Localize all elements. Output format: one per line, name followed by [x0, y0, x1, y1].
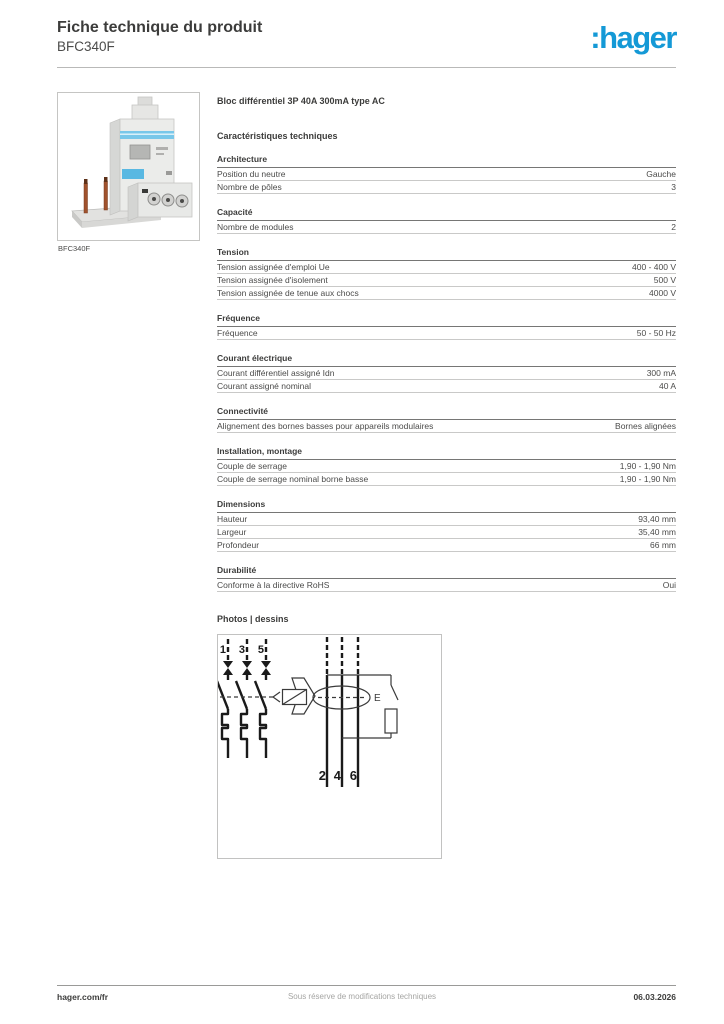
row-label: Nombre de modules [217, 222, 294, 232]
wiring-diagram [218, 635, 441, 858]
row-label: Profondeur [217, 540, 260, 550]
product-photo-caption: BFC340F [58, 244, 91, 253]
characteristics-section [217, 406, 676, 433]
product-reference: BFC340F [57, 39, 115, 54]
table-row [217, 420, 676, 433]
product-name: Bloc différentiel 3P 40A 300mA type AC [217, 96, 385, 106]
row-value: 1,90 - 1,90 Nm [619, 461, 676, 471]
table-row [217, 168, 676, 181]
characteristics-section [217, 446, 676, 486]
table-row [217, 473, 676, 486]
pole-label-5: 5 [257, 644, 264, 656]
plugin-terminal-symbols [223, 661, 271, 675]
row-value: 66 mm [650, 540, 676, 550]
footer-website-link[interactable]: hager.com/fr [57, 992, 109, 1002]
product-photo [58, 93, 199, 240]
row-value: Bornes alignées [615, 421, 676, 431]
characteristics-section [217, 499, 676, 552]
row-value: 300 mA [646, 368, 676, 378]
row-value: 400 - 400 V [632, 262, 676, 272]
row-label: Tension assignée d'emploi Ue [217, 262, 330, 272]
section-rows [217, 261, 676, 300]
section-rows [217, 513, 676, 552]
row-label: Couple de serrage [217, 461, 287, 471]
section-title: Dimensions [217, 499, 676, 513]
row-label: Alignement des bornes basses pour appareils modulaires [217, 421, 434, 431]
section-title: Architecture [217, 154, 676, 168]
characteristics-section [217, 565, 676, 592]
row-label: Courant différentiel assigné Idn [217, 368, 335, 378]
characteristics-sections [217, 154, 676, 592]
table-row [217, 579, 676, 592]
row-value: Oui [662, 580, 676, 590]
table-row [217, 460, 676, 473]
row-label: Hauteur [217, 514, 248, 524]
terminal-screws [148, 193, 188, 207]
row-value: 4000 V [649, 288, 676, 298]
row-label: Tension assignée de tenue aux chocs [217, 288, 359, 298]
row-value: 2 [671, 222, 676, 232]
test-circuit-label: E [374, 693, 381, 704]
photos-section-title: Photos | dessins [217, 614, 289, 624]
characteristics-title: Caractéristiques techniques [217, 131, 338, 141]
row-value: Gauche [646, 169, 676, 179]
row-label: Courant assigné nominal [217, 381, 312, 391]
section-title: Fréquence [217, 313, 676, 327]
table-row [217, 274, 676, 287]
pole-label-4: 4 [333, 768, 341, 783]
table-row [217, 380, 676, 393]
row-value: 1,90 - 1,90 Nm [619, 474, 676, 484]
row-value: 3 [671, 182, 676, 192]
row-value: 500 V [653, 275, 676, 285]
hager-logo: :hager [590, 20, 676, 55]
section-rows [217, 579, 676, 592]
section-rows [217, 327, 676, 340]
row-label: Couple de serrage nominal borne basse [217, 474, 369, 484]
pole-label-6: 6 [349, 768, 357, 783]
section-title: Installation, montage [217, 446, 676, 460]
header-divider [57, 67, 676, 68]
table-row [217, 261, 676, 274]
pole-label-2: 2 [318, 768, 326, 783]
table-row [217, 539, 676, 552]
footer-date: 06.03.2026 [633, 992, 676, 1002]
table-row [217, 287, 676, 300]
row-label: Nombre de pôles [217, 182, 282, 192]
row-label: Largeur [217, 527, 247, 537]
row-label: Tension assignée d'isolement [217, 275, 328, 285]
section-title: Connectivité [217, 406, 676, 420]
main-content [217, 92, 676, 859]
table-row [217, 367, 676, 380]
section-title: Tension [217, 247, 676, 261]
characteristics-section [217, 353, 676, 393]
page-title: Fiche technique du produit [57, 19, 263, 36]
table-row [217, 327, 676, 340]
row-label: Position du neutre [217, 169, 286, 179]
table-row [217, 181, 676, 194]
table-row [217, 513, 676, 526]
footer-disclaimer: Sous réserve de modifications techniques [287, 992, 437, 1001]
test-resistor [385, 709, 397, 733]
characteristics-section [217, 313, 676, 340]
pole-label-1: 1 [219, 644, 226, 656]
section-rows [217, 460, 676, 486]
section-rows [217, 168, 676, 194]
pole-label-3: 3 [238, 644, 245, 656]
section-title: Courant électrique [217, 353, 676, 367]
characteristics-section [217, 154, 676, 194]
section-title: Capacité [217, 207, 676, 221]
section-rows [217, 367, 676, 393]
table-row [217, 221, 676, 234]
row-label: Conforme à la directive RoHS [217, 580, 330, 590]
product-photo-frame [57, 92, 200, 241]
row-value: 50 - 50 Hz [636, 328, 676, 338]
section-rows [217, 420, 676, 433]
characteristics-section [217, 207, 676, 234]
section-rows [217, 221, 676, 234]
row-value: 93,40 mm [638, 514, 676, 524]
header [57, 18, 262, 55]
row-label: Fréquence [217, 328, 258, 338]
wiring-diagram-frame [217, 634, 442, 859]
row-value: 40 A [658, 381, 676, 391]
table-row [217, 526, 676, 539]
footer-divider [57, 985, 676, 986]
section-title: Durabilité [217, 565, 676, 579]
characteristics-section [217, 247, 676, 300]
row-value: 35,40 mm [638, 527, 676, 537]
